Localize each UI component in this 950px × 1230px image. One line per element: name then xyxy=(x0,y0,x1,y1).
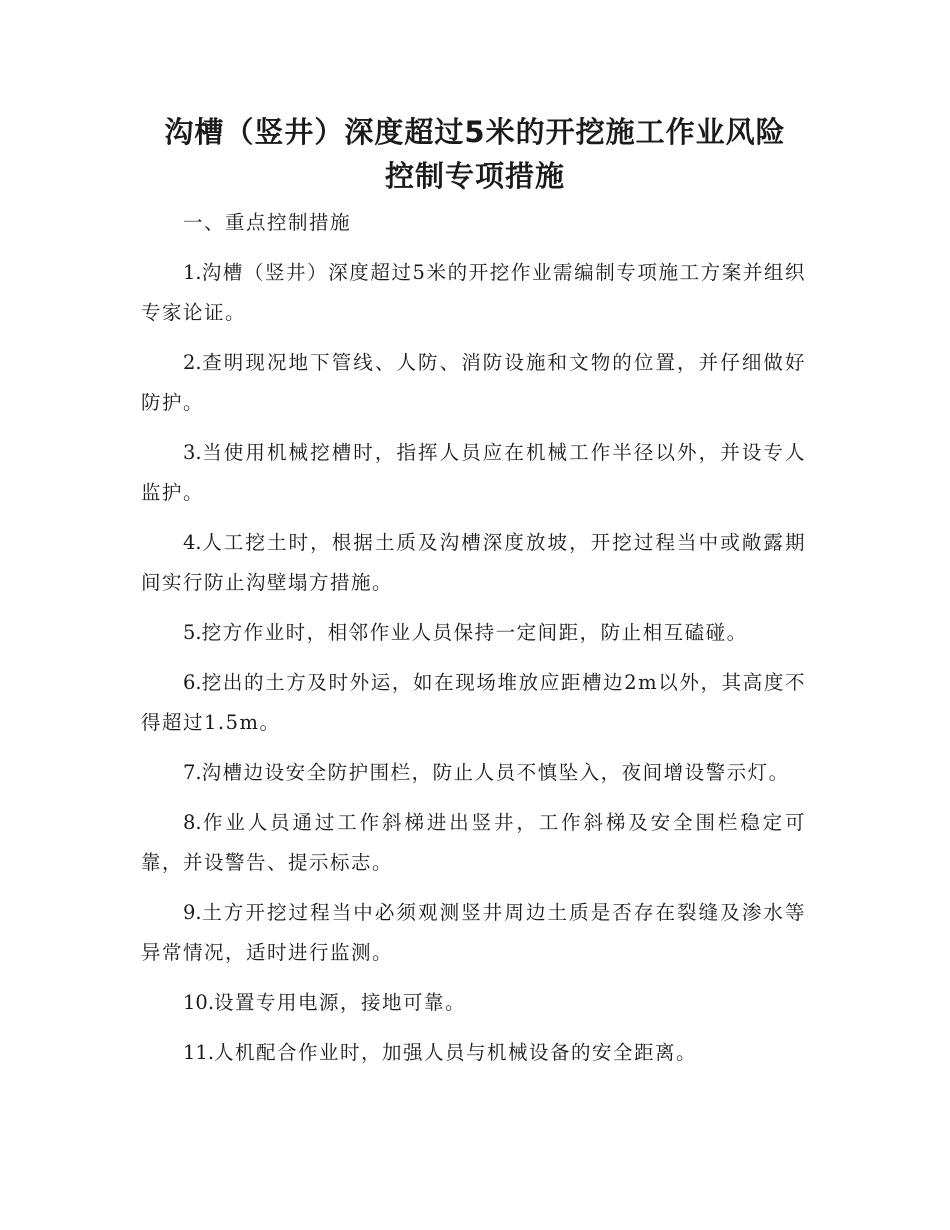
measure-item-9 xyxy=(141,893,806,973)
measure-item-4 xyxy=(141,523,806,603)
item-number: 7. xyxy=(183,761,202,784)
item-number: 6. xyxy=(183,671,202,694)
document-body xyxy=(141,203,806,1083)
section-heading: 一、重点控制措施 xyxy=(183,211,352,234)
document-title-line-1: 沟槽（竖井）深度超过5米的开挖施工作业风险 xyxy=(164,115,786,149)
item-number: 10. xyxy=(183,991,215,1014)
measure-item-3 xyxy=(141,433,806,513)
item-number: 2. xyxy=(183,351,202,374)
item-text: 挖方作业时，相邻作业人员保持一定间距，防止相互磕碰。 xyxy=(201,621,748,644)
measure-item-2 xyxy=(141,343,806,423)
item-text: 人机配合作业时，加强人员与机械设备的安全距离。 xyxy=(214,1041,698,1064)
item-number: 4. xyxy=(183,531,202,554)
item-text: 沟槽边设安全防护围栏，防止人员不慎坠入，夜间增设警示灯。 xyxy=(201,761,790,784)
item-text: 当使用机械挖槽时，指挥人员应在机械工作半径以外，并设专人监护。 xyxy=(141,441,806,504)
measure-item-1 xyxy=(141,253,806,333)
item-number: 5. xyxy=(183,621,202,644)
item-text: 作业人员通过工作斜梯进出竖井，工作斜梯及安全围栏稳定可靠，并设警告、提示标志。 xyxy=(141,811,806,874)
item-number: 11. xyxy=(183,1041,215,1064)
item-number: 1. xyxy=(183,261,202,284)
item-number: 3. xyxy=(183,441,202,464)
item-text: 土方开挖过程当中必须观测竖井周边土质是否存在裂缝及渗水等异常情况，适时进行监测。 xyxy=(141,901,806,964)
document-title-line-2: 控制专项措施 xyxy=(384,159,565,193)
item-text: 查明现况地下管线、人防、消防设施和文物的位置，并仔细做好防护。 xyxy=(141,351,806,414)
item-text: 设置专用电源，接地可靠。 xyxy=(214,991,467,1014)
measure-item-8 xyxy=(141,803,806,883)
measure-item-7 xyxy=(141,753,806,793)
item-text: 挖出的土方及时外运，如在现场堆放应距槽边2m以外，其高度不得超过1.5m。 xyxy=(141,671,806,734)
item-number: 8. xyxy=(183,811,202,834)
measure-item-5 xyxy=(141,613,806,653)
measure-item-6 xyxy=(141,663,806,743)
item-text: 人工挖土时，根据土质及沟槽深度放坡，开挖过程当中或敞露期间实行防止沟壁塌方措施。 xyxy=(141,531,806,594)
measure-item-11 xyxy=(141,1033,806,1073)
item-text: 沟槽（竖井）深度超过5米的开挖作业需编制专项施工方案并组织专家论证。 xyxy=(141,261,806,324)
measure-item-10 xyxy=(141,983,806,1023)
item-number: 9. xyxy=(183,901,202,924)
